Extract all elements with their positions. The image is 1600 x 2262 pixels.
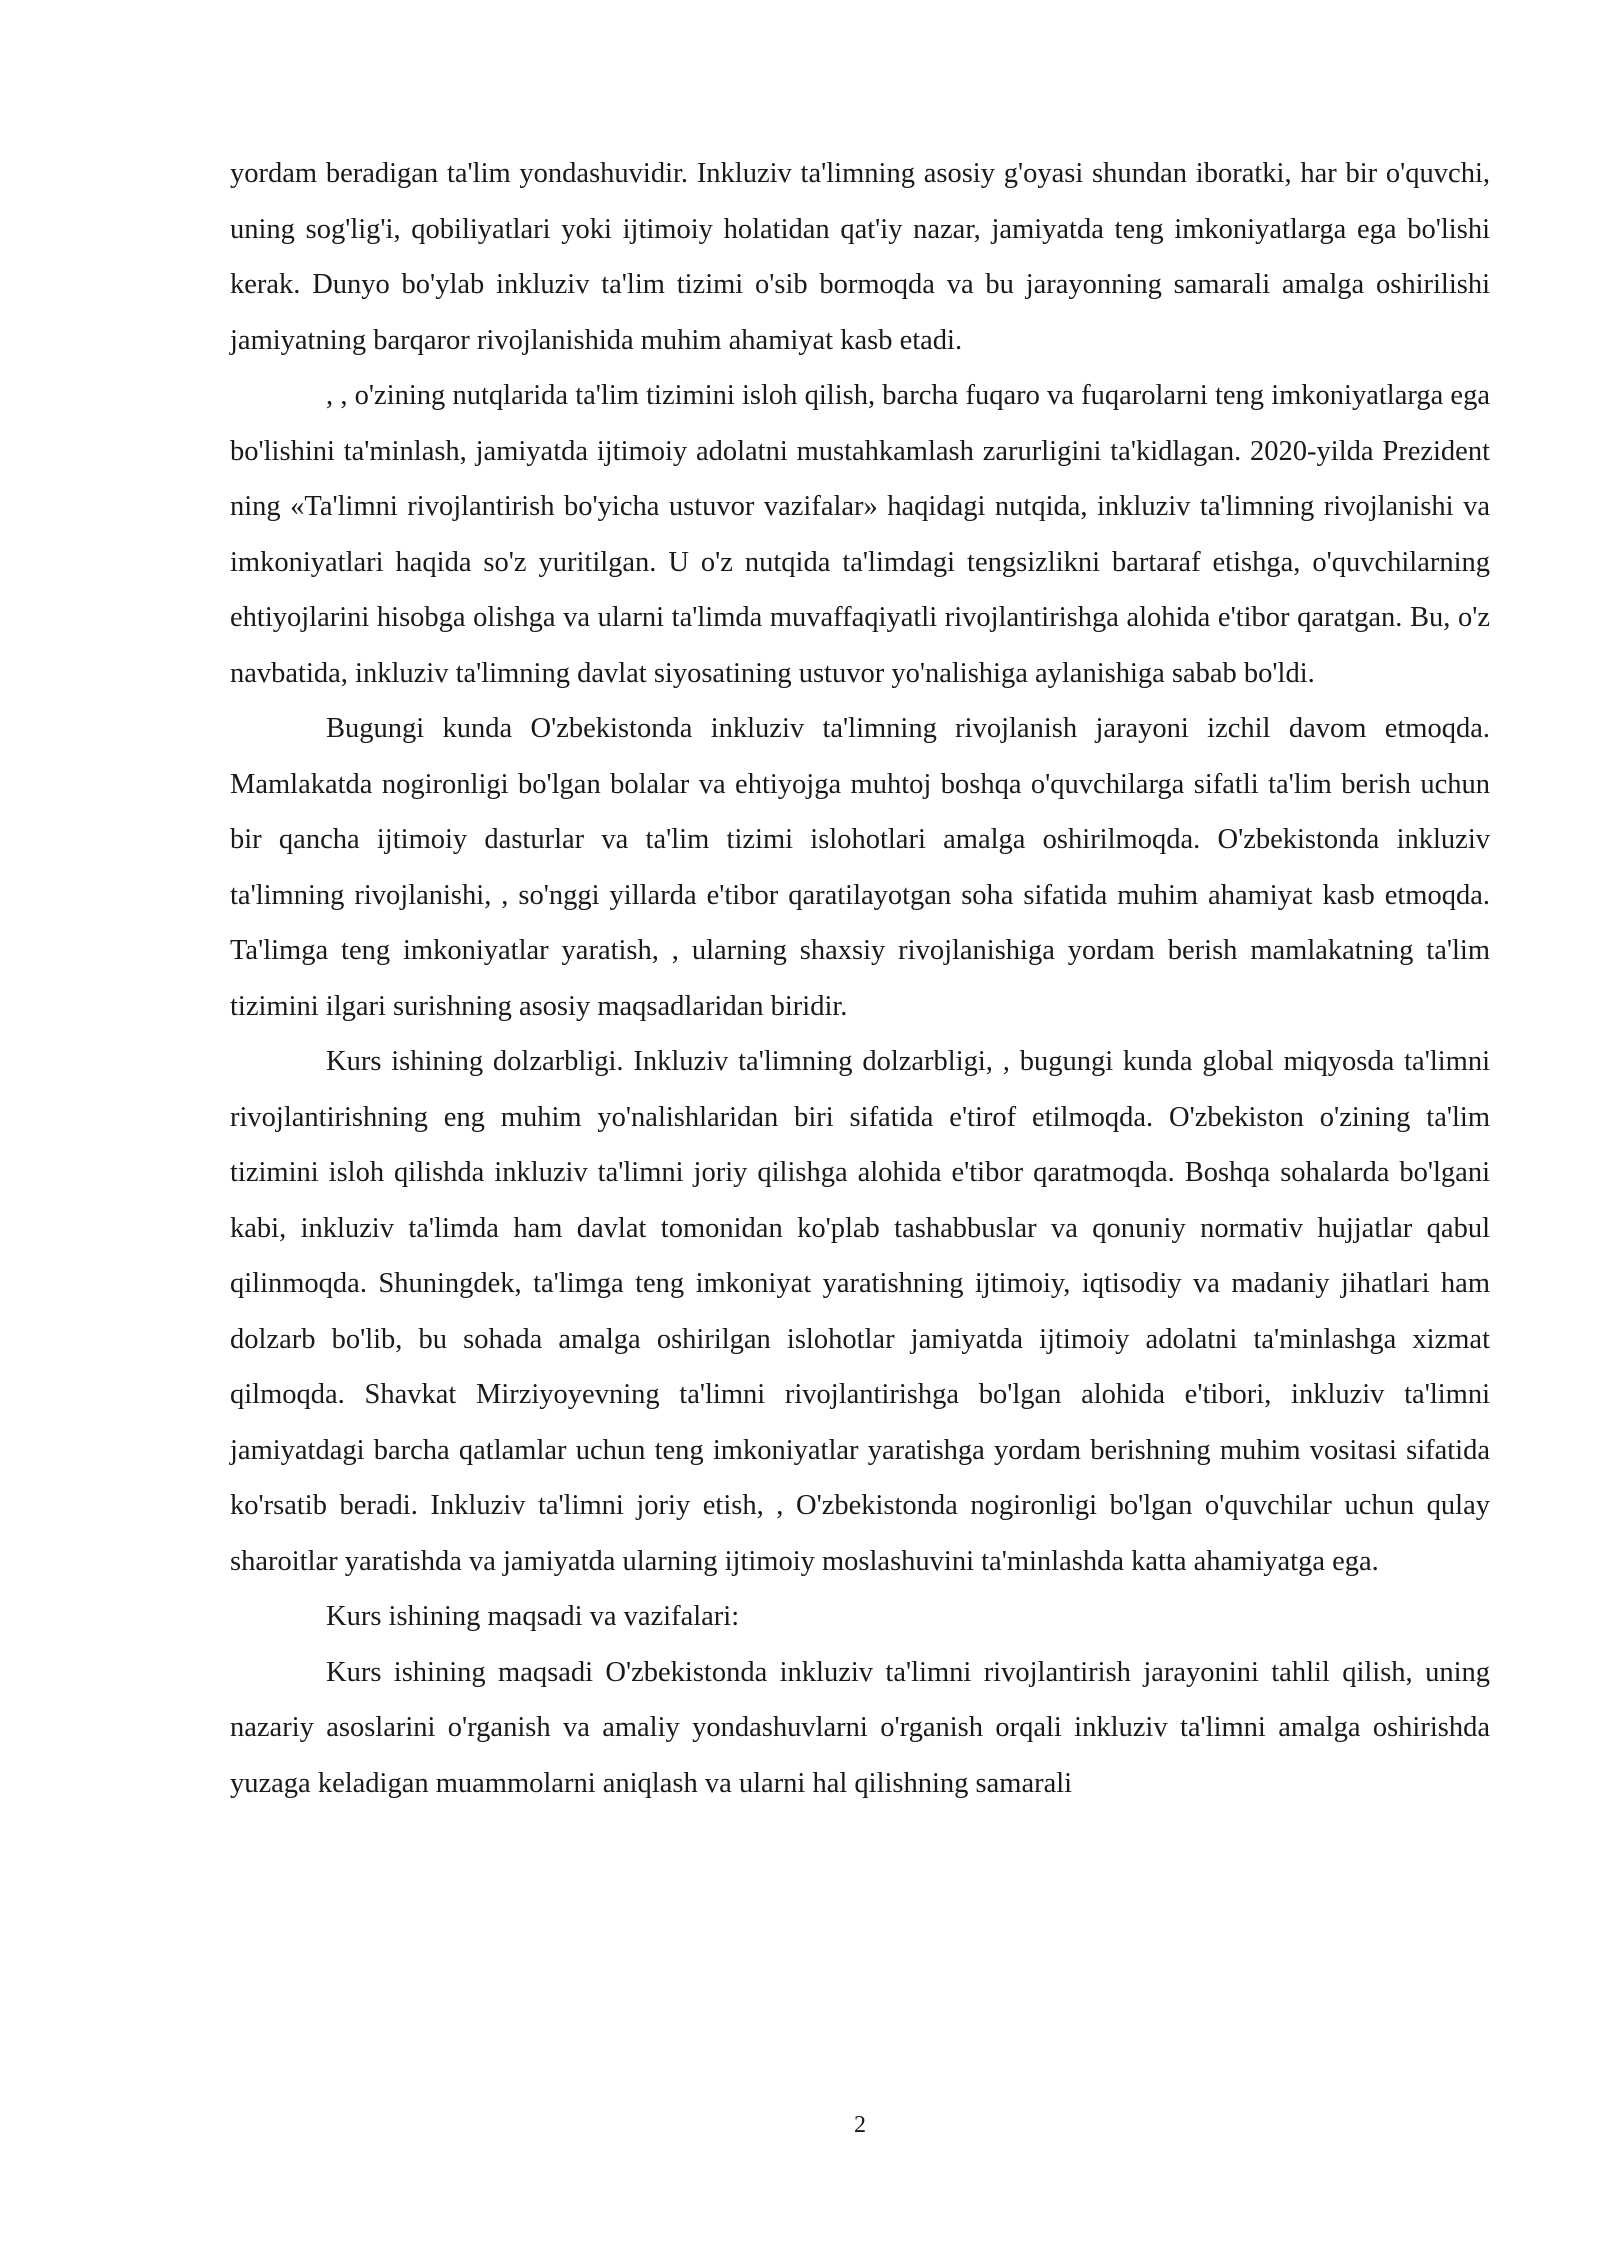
paragraph-2: , , o'zining nutqlarida ta'lim tizimini isloh qilish, barcha fuqaro va fuqarolarni teng imkoniyatlarga ega bo'lishini ta'minlash, jamiyatda ijtimoiy adolatni mustahkamlash zarurligini ta'kidlagan. 2020-yilda Prezident ning «Ta'limni rivojlantirish bo'yicha ustuvor vazifalar» haqidagi nutqida, inkluziv ta'limning rivojlanishi va imkoniyatlari haqida so'z yuritilgan. U o'z nutqida ta'limdagi tengsizlikni bartaraf etishga, o'quvchilarning ehtiyojlarini hisobga olishga va ularni ta'limda muvaffaqiyatli rivojlantirishga alohida e'tibor qaratgan. Bu, o'z navbatida, inkluziv ta'limning davlat siyosatining ustuvor yo'nalishiga aylanishiga sabab bo'ldi.: [230, 380, 1490, 689]
paragraph-3: Bugungi kunda O'zbekistonda inkluziv ta'limning rivojlanish jarayoni izchil davom etmoqda. Mamlakatda nogironligi bo'lgan bolalar va ehtiyojga muhtoj boshqa o'quvchilarga sifatli ta'lim berish uchun bir qancha ijtimoiy dasturlar va ta'lim tizimi islohotlari amalga oshirilmoqda. O'zbekistonda inkluziv ta'limning rivojlanishi, , so'nggi yillarda e'tibor qaratilayotgan soha sifatida muhim ahamiyat kasb etmoqda. Ta'limga teng imkoniyatlar yaratish, , ularning shaxsiy rivojlanishiga yordam berish mamlakatning ta'lim tizimini ilgari surishning asosiy maqsadlaridan biridir.: [230, 713, 1490, 1022]
page-number: 2: [854, 2112, 866, 2138]
section-heading-goals: Kurs ishining maqsadi va vazifalari:: [326, 1601, 740, 1632]
paragraph-1: yordam beradigan ta'lim yondashuvidir. Inkluziv ta'limning asosiy g'oyasi shundan iboratki, har bir o'quvchi, uning sog'lig'i, qobiliyatlari yoki ijtimoiy holatidan qat'iy nazar, jamiyatda teng imkoniyatlarga ega bo'lishi kerak. Dunyo bo'ylab inkluziv ta'lim tizimi o'sib bormoqda va bu jarayonning samarali amalga oshirilishi jamiyatning barqaror rivojlanishida muhim ahamiyat kasb etadi.: [230, 158, 1490, 356]
body-text: [230, 146, 1490, 1811]
paragraph-4: Kurs ishining dolzarbligi. Inkluziv ta'limning dolzarbligi, , bugungi kunda global miqyosda ta'limni rivojlantirishning eng muhim yo'nalishlaridan biri sifatida e'tirof etilmoqda. O'zbekiston o'zining ta'lim tizimini isloh qilishda inkluziv ta'limni joriy qilishga alohida e'tibor qaratmoqda. Boshqa sohalarda bo'lgani kabi, inkluziv ta'limda ham davlat tomonidan ko'plab tashabbuslar va qonuniy normativ hujjatlar qabul qilinmoqda. Shuningdek, ta'limga teng imkoniyat yaratishning ijtimoiy, iqtisodiy va madaniy jihatlari ham dolzarb bo'lib, bu sohada amalga oshirilgan islohotlar jamiyatda ijtimoiy adolatni ta'minlashga xizmat qilmoqda. Shavkat Mirziyoyevning ta'limni rivojlantirishga bo'lgan alohida e'tibori, inkluziv ta'limni jamiyatdagi barcha qatlamlar uchun teng imkoniyatlar yaratishga yordam berishning muhim vositasi sifatida ko'rsatib beradi. Inkluziv ta'limni joriy etish, , O'zbekistonda nogironligi bo'lgan o'quvchilar uchun qulay sharoitlar yaratishda va jamiyatda ularning ijtimoiy moslashuvini ta'minlashda katta ahamiyatga ega.: [230, 1046, 1490, 1577]
paragraph-6: Kurs ishining maqsadi O'zbekistonda inkluziv ta'limni rivojlantirish jarayonini tahlil qilish, uning nazariy asoslarini o'rganish va amaliy yondashuvlarni o'rganish orqali inkluziv ta'limni amalga oshirishda yuzaga keladigan muammolarni aniqlash va ularni hal qilishning samarali: [230, 1656, 1490, 1799]
